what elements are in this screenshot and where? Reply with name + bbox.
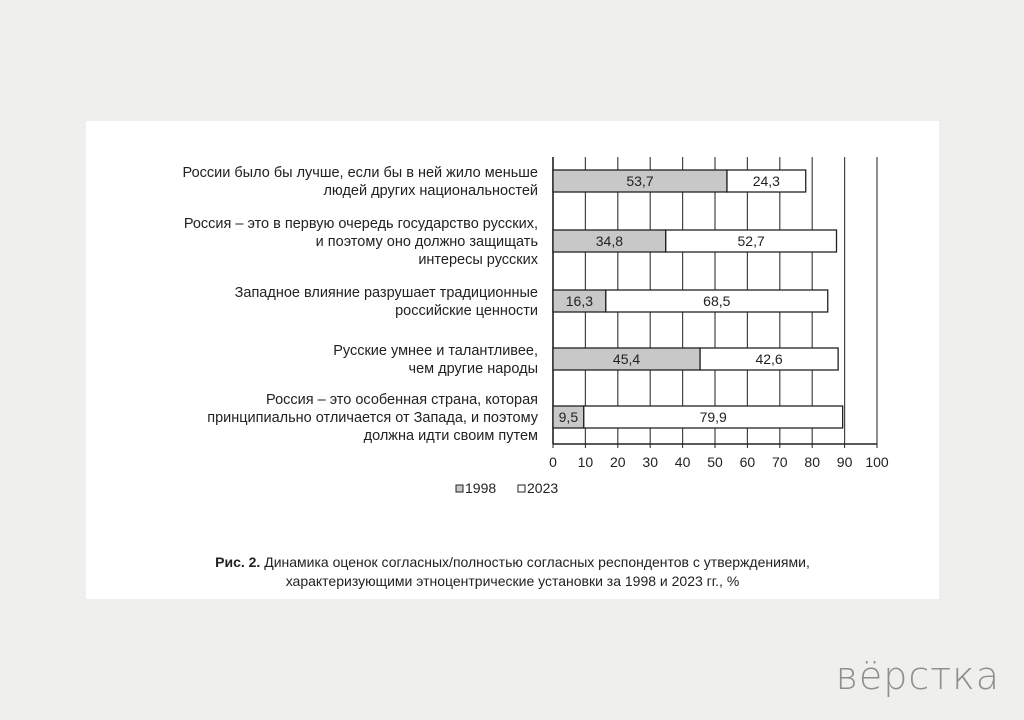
bar-label-2023-row-2: 52,7 xyxy=(737,233,765,249)
category-label-2-line-1: Россия – это в первую очередь государство русских, xyxy=(183,216,538,232)
category-label-5-line-3: должна идти своим путем xyxy=(363,428,538,444)
category-label-3-line-2: российские ценности xyxy=(395,303,538,319)
chart-card xyxy=(86,121,939,599)
bar-label-2023-row-4: 42,6 xyxy=(755,351,783,367)
x-tick-label-100: 100 xyxy=(865,454,889,470)
legend-swatch-1998 xyxy=(456,485,463,492)
x-tick-label-30: 30 xyxy=(642,454,658,470)
x-tick-label-70: 70 xyxy=(772,454,788,470)
x-tick-label-60: 60 xyxy=(739,454,756,470)
bar-label-1998-row-4: 45,4 xyxy=(612,351,641,367)
legend-label-1998: 1998 xyxy=(465,480,497,496)
category-label-4-line-1: Русские умнее и талантливее, xyxy=(333,343,538,359)
watermark-logo: вёрстка xyxy=(835,654,1000,698)
x-tick-label-10: 10 xyxy=(577,454,594,470)
caption-label: Рис. 2. xyxy=(215,554,261,570)
category-label-2-line-2: и поэтому оно должно защищать xyxy=(315,234,538,250)
x-tick-label-0: 0 xyxy=(549,454,557,470)
x-tick-label-50: 50 xyxy=(707,454,723,470)
category-label-3-line-1: Западное влияние разрушает традиционные xyxy=(234,285,538,301)
bar-label-1998-row-1: 53,7 xyxy=(626,173,654,189)
bar-label-2023-row-3: 68,5 xyxy=(703,293,731,309)
legend-label-2023: 2023 xyxy=(527,480,559,496)
category-label-5-line-2: принципиально отличается от Запада, и поэтому xyxy=(207,410,538,426)
category-label-5-line-1: Россия – это особенная страна, которая xyxy=(266,392,538,408)
x-tick-label-80: 80 xyxy=(804,454,820,470)
bar-chart xyxy=(86,121,939,551)
category-label-4-line-2: чем другие народы xyxy=(408,361,538,377)
x-tick-label-40: 40 xyxy=(674,454,691,470)
legend-swatch-2023 xyxy=(518,485,525,492)
category-label-1-line-2: людей других национальностей xyxy=(323,183,538,199)
figure-caption xyxy=(86,553,939,591)
category-label-2-line-3: интересы русских xyxy=(418,252,538,268)
bar-label-2023-row-5: 79,9 xyxy=(699,409,727,425)
bar-label-1998-row-2: 34,8 xyxy=(595,233,624,249)
bar-label-2023-row-1: 24,3 xyxy=(752,173,780,189)
bar-label-1998-row-3: 16,3 xyxy=(565,293,594,309)
bar-label-1998-row-5: 9,5 xyxy=(558,409,579,425)
category-label-1-line-1: России было бы лучше, если бы в ней жило меньше xyxy=(182,165,538,181)
x-tick-label-20: 20 xyxy=(610,454,626,470)
caption-line-1: Динамика оценок согласных/полностью согласных респондентов с утверждениями, xyxy=(264,554,810,570)
x-tick-label-90: 90 xyxy=(836,454,853,470)
caption-line-2: характеризующими этноцентрические установки за 1998 и 2023 гг., % xyxy=(285,573,740,589)
